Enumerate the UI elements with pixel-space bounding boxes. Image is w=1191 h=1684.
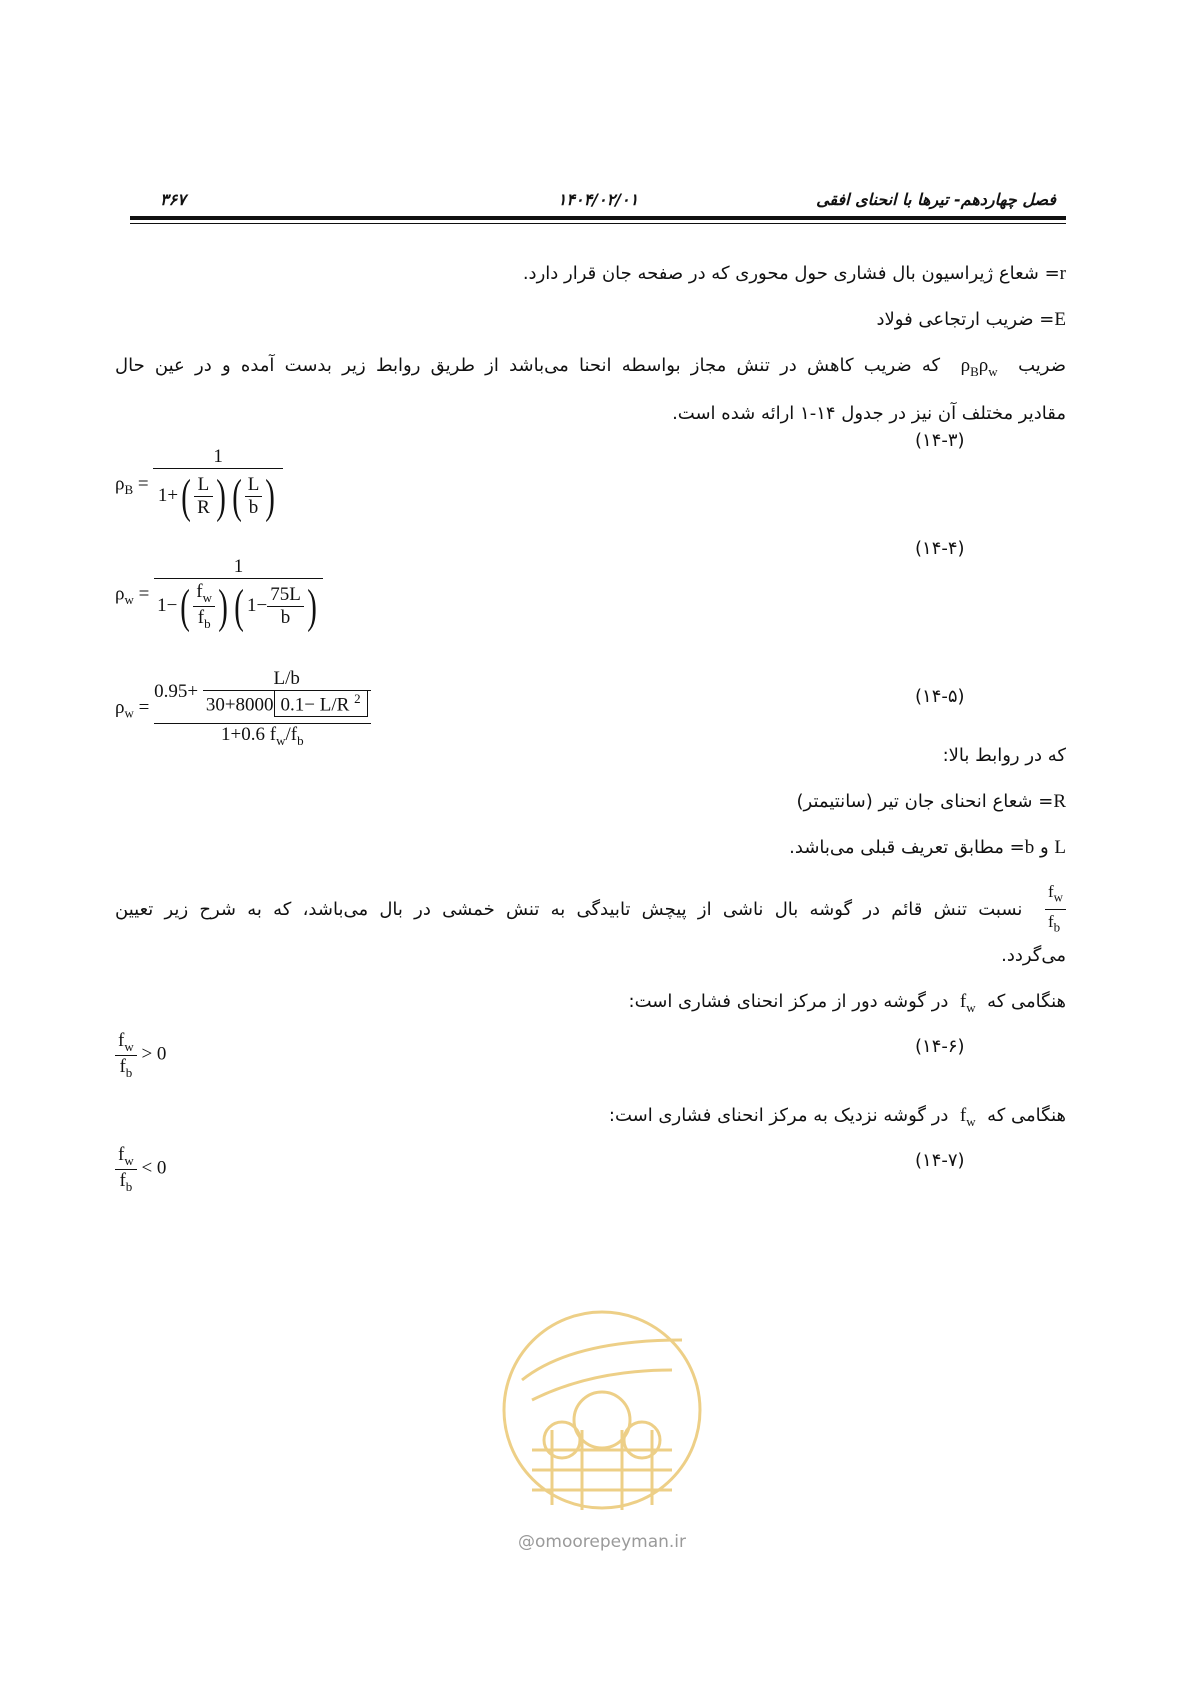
para-reduction-factor-line2: مقادیر مختلف آن نیز در جدول ۱۴-۱ ارائه شده است. <box>672 403 1066 424</box>
header-rule-thick <box>130 216 1066 220</box>
equation-number-14-7: (۱۴-۷) <box>915 1150 965 1171</box>
header-rule-thin <box>130 223 1066 224</box>
equation-number-14-4: (۱۴-۴) <box>915 538 965 559</box>
def-r: r= شعاع ژیراسیون بال فشاری حول محوری که در صفحه جان قرار دارد. <box>522 263 1066 284</box>
equation-14-5: $\rho_w$ = 0.95+ $\frac{L/b}{30+8000 0.1- L/R ^2}$ 1+0.6 $f_w/f_b$ <box>115 668 371 749</box>
def-R: R= شعاع انحنای جان تیر (سانتیمتر) <box>796 791 1066 812</box>
chapter-title: فصل چهاردهم- تیرها با انحنای افقی <box>816 190 1056 209</box>
when-far: هنگامی که $f_w$ در گوشه دور از مرکز انحنای فشاری است: <box>628 991 1066 1015</box>
equation-14-7: $\frac{f_w}{f_b}$ < 0 <box>115 1144 166 1195</box>
equation-14-3: $\rho_B$ = 1 1+( $\frac{L}{R}$ ) ( $\frac{L}{b}$ ) <box>115 446 283 524</box>
watermark-url: @omoorepeyman.ir <box>517 1532 687 1552</box>
header-date: ۱۴۰۴/۰۲/۰۱ <box>557 190 639 209</box>
equation-number-14-3: (۱۴-۳) <box>915 430 965 451</box>
page-number: ۳۶۷ <box>160 190 186 209</box>
page-header <box>130 186 1066 216</box>
para-stress-ratio-line2: می‌گردد. <box>1001 945 1066 966</box>
watermark-seal-icon <box>492 1300 712 1520</box>
equation-14-4: $\rho_w$ = 1 1−( $\frac{f_w}{f_b}$ ) ( 1− $\frac{75L}{b}$ ) <box>115 556 323 634</box>
def-L-b: L و b= مطابق تعریف قبلی می‌باشد. <box>789 837 1066 858</box>
para-stress-ratio: $\frac{f_w}{f_b}$ نسبت تنش قائم در گوشه بال ناشی از پیچش تابیدگی به تنش خمشی در بال می‌باشد، که به شرح زیر تعیین <box>115 880 1066 940</box>
equation-14-6: $\frac{f_w}{f_b}$ > 0 <box>115 1030 166 1081</box>
where-label: که در روابط بالا: <box>942 745 1066 766</box>
equation-number-14-6: (۱۴-۶) <box>915 1036 965 1057</box>
def-E: E= ضریب ارتجاعی فولاد <box>876 309 1066 330</box>
equation-number-14-5: (۱۴-۵) <box>915 686 965 707</box>
when-near: هنگامی که $f_w$ در گوشه نزدیک به مرکز انحنای فشاری است: <box>608 1105 1066 1129</box>
watermark-logo <box>492 1300 712 1560</box>
para-reduction-factor: ضریب $\rho_B\rho_w$ که ضریب کاهش در تنش مجاز بواسطه انحنا می‌باشد از طریق روابط زیر بدست آمده و در عین حال <box>115 355 1066 379</box>
